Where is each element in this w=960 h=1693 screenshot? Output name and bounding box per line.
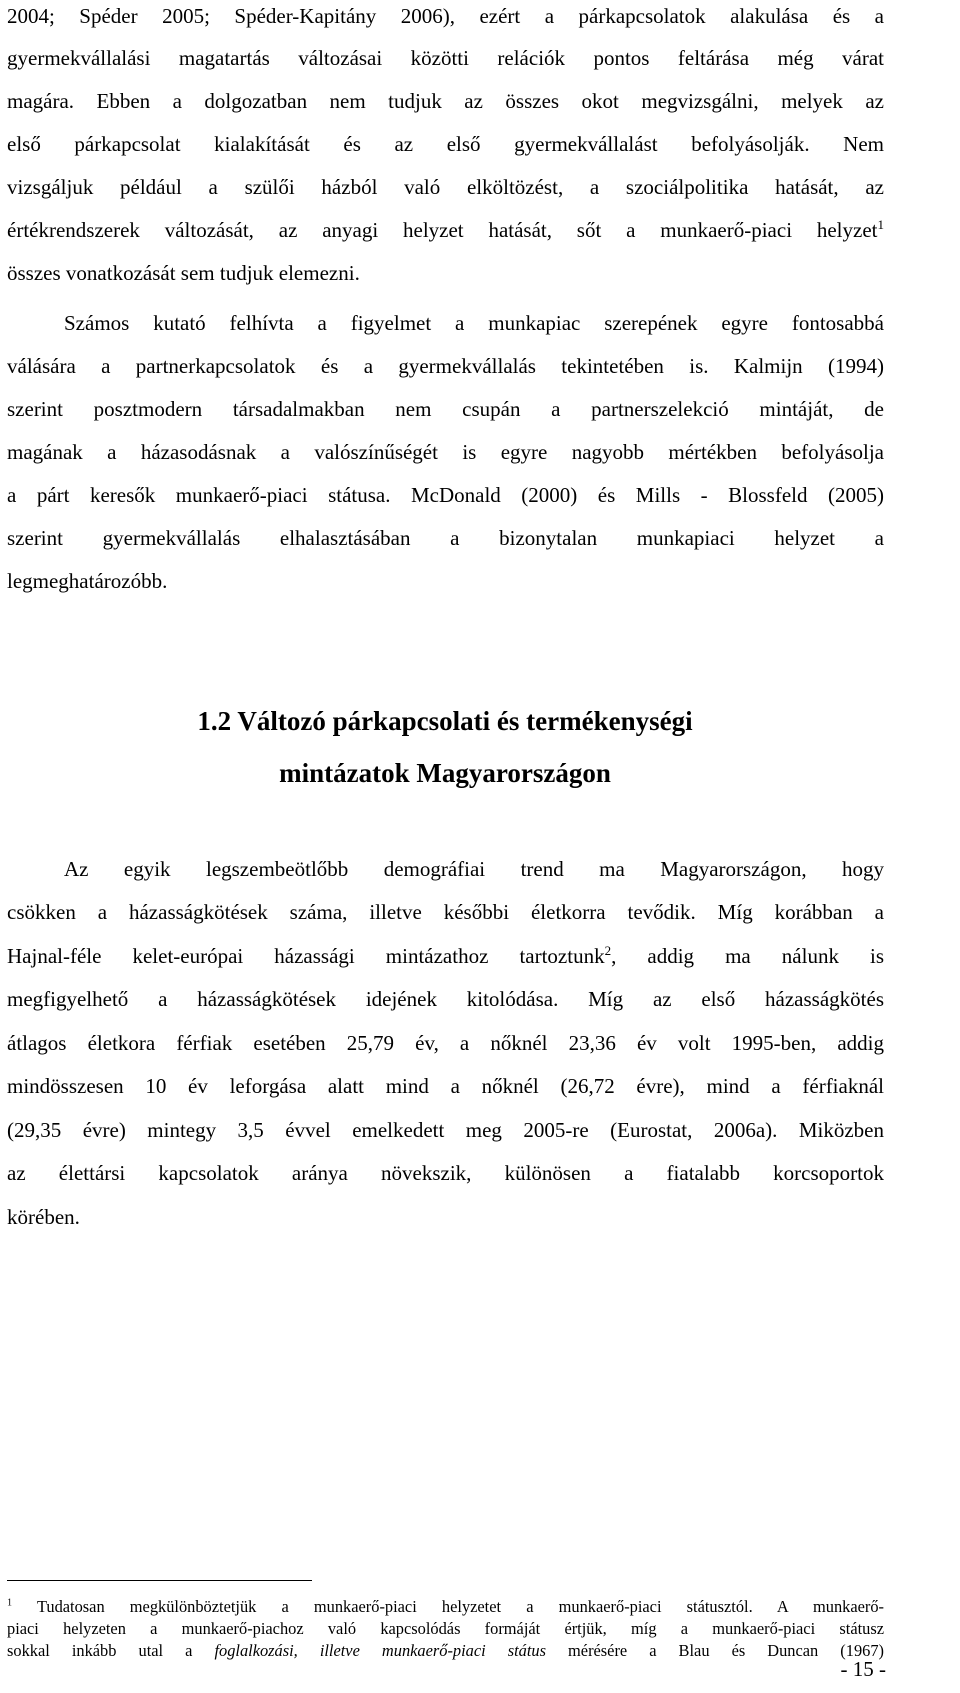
footnote-text: Tudatosan megkülönböztetjük a munkaerő-piaci helyzetet a munkaerő-piaci státusztól. A munkaerő- bbox=[36, 1597, 884, 1616]
text-line: Számos kutató felhívta a figyelmet a munkapiac szerepének egyre fontosabbá bbox=[64, 311, 884, 335]
footnote-italic-text: foglalkozási, illetve munkaerő-piaci státus bbox=[214, 1641, 546, 1660]
text-line: a párt keresők munkaerő-piaci státusa. McDonald (2000) és Mills - Blossfeld (2005) bbox=[7, 483, 884, 507]
footnote-reference[interactable]: 1 bbox=[877, 217, 884, 232]
text-line-content: értékrendszerek változását, az anyagi helyzet hatását, sőt a munkaerő-piaci helyzet bbox=[7, 218, 878, 242]
text-line: körében. bbox=[7, 1205, 80, 1229]
footnote-line bbox=[7, 1641, 884, 1661]
text-line: első párkapcsolat kialakítását és az első gyermekvállalást befolyásolják. Nem bbox=[7, 132, 884, 156]
page-number: - 15 - bbox=[840, 1657, 886, 1681]
text-line: 2004; Spéder 2005; Spéder-Kapitány 2006), ezért a párkapcsolatok alakulása és a bbox=[7, 4, 884, 28]
footnote-reference[interactable]: 2 bbox=[604, 943, 612, 958]
text-line: Az egyik legszembeötlőbb demográfiai trend ma Magyarországon, hogy bbox=[64, 857, 884, 881]
section-heading-line-2: mintázatok Magyarországon bbox=[279, 758, 611, 788]
text-line: szerint gyermekvállalás elhalasztásában a bizonytalan munkapiaci helyzet a bbox=[7, 526, 884, 550]
footnote-line: piaci helyzeten a munkaerő-piachoz való kapcsolódás formáját értjük, míg a munkaerő-piaci státusz bbox=[7, 1619, 884, 1638]
text-line: válására a partnerkapcsolatok és a gyermekvállalás tekintetében is. Kalmijn (1994) bbox=[7, 354, 884, 378]
text-line: (29,35 évre) mintegy 3,5 évvel emelkedett meg 2005-re (Eurostat, 2006a). Miközben bbox=[7, 1118, 884, 1142]
text-line: magának a házasodásnak a valószínűségét is egyre nagyobb mértékben befolyásolja bbox=[7, 440, 884, 464]
text-line: mindösszesen 10 év leforgása alatt mind a nőknél (26,72 évre), mind a férfiaknál bbox=[7, 1074, 884, 1098]
text-line: gyermekvállalási magatartás változásai közötti relációk pontos feltárása még várat bbox=[7, 46, 884, 70]
text-line bbox=[7, 217, 884, 243]
footnote-separator bbox=[7, 1580, 312, 1581]
text-line: az élettársi kapcsolatok aránya növekszik, különösen a fiatalabb korcsoportok bbox=[7, 1161, 884, 1185]
text-line: magára. Ebben a dolgozatban nem tudjuk az összes okot megvizsgálni, melyek az bbox=[7, 89, 884, 113]
footnote-number: 1 bbox=[7, 1597, 13, 1609]
footnote-text: sokkal inkább utal a bbox=[7, 1641, 215, 1660]
footnote-line bbox=[7, 1597, 884, 1617]
text-segment: Hajnal-féle kelet-európai házassági mintázathoz tartoztunk bbox=[7, 944, 605, 968]
text-line: csökken a házasságkötések száma, illetve későbbi életkorra tevődik. Míg korábban a bbox=[7, 900, 884, 924]
text-line: átlagos életkora férfiak esetében 25,79 év, a nőknél 23,36 év volt 1995-ben, addig bbox=[7, 1031, 884, 1055]
footnote-text: mérésére a Blau és Duncan (1967) bbox=[546, 1641, 884, 1660]
text-line: megfigyelhető a házasságkötések idejének kitolódása. Míg az első házasságkötés bbox=[7, 987, 884, 1011]
text-line: legmeghatározóbb. bbox=[7, 569, 168, 593]
text-line: összes vonatkozását sem tudjuk elemezni. bbox=[7, 261, 360, 285]
text-line: vizsgáljuk például a szülői házból való elköltözést, a szociálpolitika hatását, az bbox=[7, 175, 884, 199]
section-heading-line-1: 1.2 Változó párkapcsolati és termékenységi bbox=[197, 706, 693, 736]
text-segment: , addig ma nálunk is bbox=[611, 944, 884, 968]
text-line bbox=[7, 943, 884, 969]
text-line: szerint posztmodern társadalmakban nem csupán a partnerszelekció mintáját, de bbox=[7, 397, 884, 421]
